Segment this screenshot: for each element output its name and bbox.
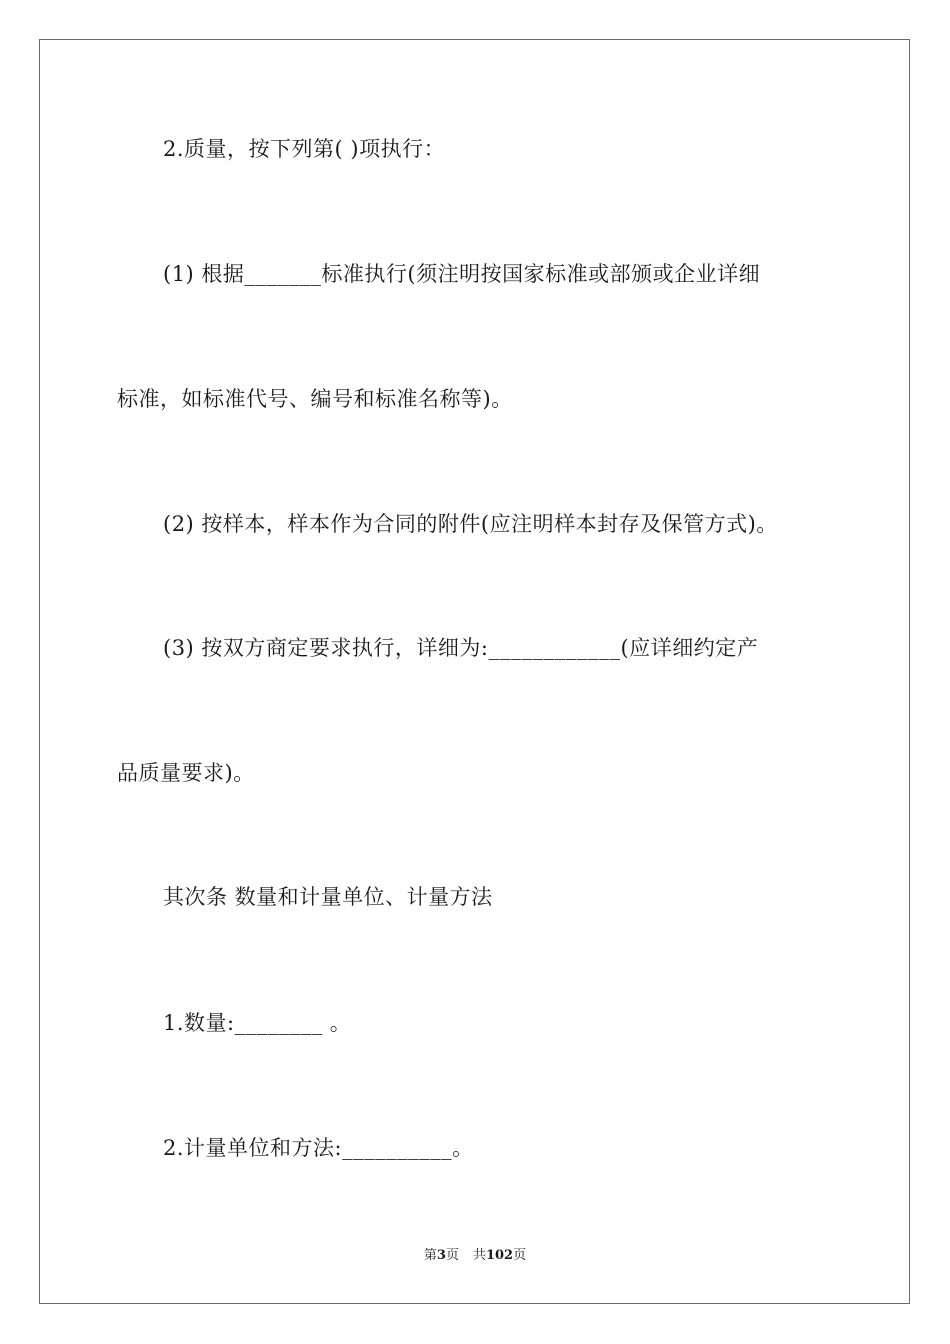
quality-option-1-line-2: 标准，如标准代号、编号和标准名称等)。: [117, 387, 513, 411]
quantity-clause-heading: 其次条 数量和计量单位、计量方法: [163, 885, 493, 909]
footer-total-pages: 102: [485, 1248, 514, 1263]
footer-total-suffix: 页: [513, 1248, 527, 1263]
measurement-unit-line: 2.计量单位和方法:__________。: [163, 1136, 474, 1160]
footer-total-prefix: 共: [472, 1248, 486, 1263]
page-border: [39, 39, 910, 1304]
footer-page-number: 3: [436, 1248, 446, 1263]
quality-option-2: (2) 按样本，样本作为合同的附件(应注明样本封存及保管方式)。: [163, 512, 778, 536]
quantity-field-line: 1.数量:________ 。: [163, 1011, 352, 1035]
page-footer: [0, 1248, 950, 1264]
footer-page-suffix: 页: [445, 1248, 459, 1263]
footer-page-prefix: 第: [423, 1248, 437, 1263]
quality-clause-heading: 2.质量，按下列第( )项执行：: [163, 137, 446, 161]
quality-option-3-line-1: (3) 按双方商定要求执行，详细为:____________(应详细约定产: [163, 636, 759, 660]
quality-option-1-line-1: (1) 根据_______标准执行(须注明按国家标准或部颁或企业详细: [163, 262, 761, 286]
quality-option-3-line-2: 品质量要求)。: [117, 761, 255, 785]
